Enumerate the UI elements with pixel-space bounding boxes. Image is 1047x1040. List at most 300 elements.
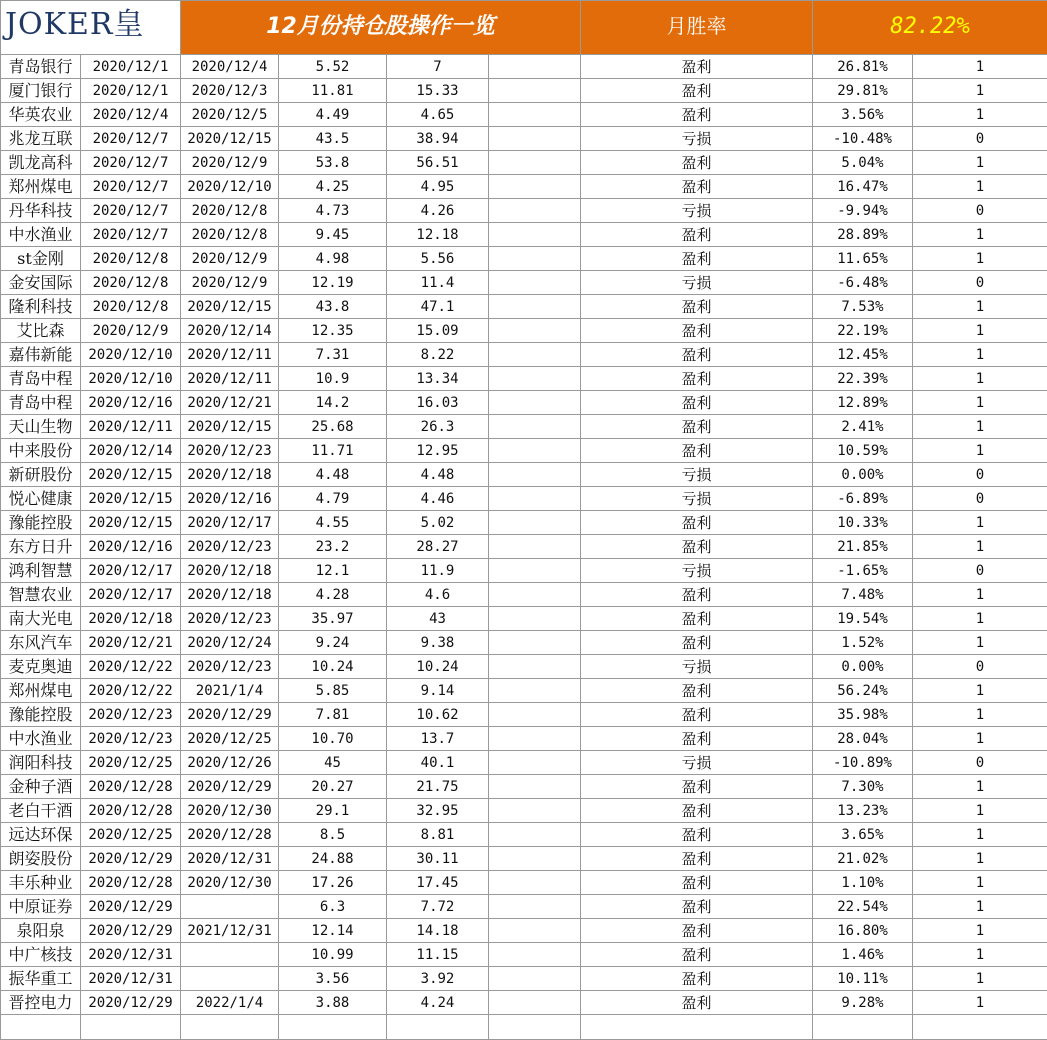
win-flag-cell[interactable]: 1 xyxy=(913,943,1047,967)
buy-date-cell[interactable]: 2020/12/1 xyxy=(81,55,181,79)
win-flag-cell[interactable]: 1 xyxy=(913,871,1047,895)
empty-cell[interactable] xyxy=(581,1015,813,1040)
stock-name-cell[interactable]: 隆利科技 xyxy=(1,295,81,319)
sell-price-cell[interactable]: 56.51 xyxy=(387,151,489,175)
buy-date-cell[interactable]: 2020/12/25 xyxy=(81,823,181,847)
return-pct-cell[interactable]: 16.47% xyxy=(813,175,913,199)
result-cell[interactable]: 盈利 xyxy=(581,55,813,79)
result-cell[interactable]: 亏损 xyxy=(581,751,813,775)
empty-cell[interactable] xyxy=(1,1015,81,1040)
note-cell[interactable] xyxy=(489,199,581,223)
return-pct-cell[interactable]: 9.28% xyxy=(813,991,913,1015)
sell-date-cell[interactable]: 2020/12/9 xyxy=(181,151,279,175)
buy-price-cell[interactable]: 17.26 xyxy=(279,871,387,895)
buy-price-cell[interactable]: 43.5 xyxy=(279,127,387,151)
win-flag-cell[interactable]: 1 xyxy=(913,799,1047,823)
buy-price-cell[interactable]: 5.52 xyxy=(279,55,387,79)
sell-date-cell[interactable] xyxy=(181,943,279,967)
note-cell[interactable] xyxy=(489,487,581,511)
buy-date-cell[interactable]: 2020/12/23 xyxy=(81,703,181,727)
result-cell[interactable]: 盈利 xyxy=(581,343,813,367)
note-cell[interactable] xyxy=(489,343,581,367)
result-cell[interactable]: 盈利 xyxy=(581,679,813,703)
return-pct-cell[interactable]: 56.24% xyxy=(813,679,913,703)
note-cell[interactable] xyxy=(489,319,581,343)
win-flag-cell[interactable]: 0 xyxy=(913,559,1047,583)
result-cell[interactable]: 盈利 xyxy=(581,415,813,439)
return-pct-cell[interactable]: 10.59% xyxy=(813,439,913,463)
sell-date-cell[interactable]: 2021/12/31 xyxy=(181,919,279,943)
sell-date-cell[interactable]: 2020/12/11 xyxy=(181,343,279,367)
stock-name-cell[interactable]: 东方日升 xyxy=(1,535,81,559)
buy-price-cell[interactable]: 29.1 xyxy=(279,799,387,823)
buy-price-cell[interactable]: 12.1 xyxy=(279,559,387,583)
sell-date-cell[interactable]: 2020/12/28 xyxy=(181,823,279,847)
note-cell[interactable] xyxy=(489,919,581,943)
buy-date-cell[interactable]: 2020/12/22 xyxy=(81,679,181,703)
return-pct-cell[interactable]: 22.39% xyxy=(813,367,913,391)
return-pct-cell[interactable]: 22.54% xyxy=(813,895,913,919)
buy-date-cell[interactable]: 2020/12/28 xyxy=(81,799,181,823)
buy-date-cell[interactable]: 2020/12/29 xyxy=(81,919,181,943)
buy-price-cell[interactable]: 10.70 xyxy=(279,727,387,751)
stock-name-cell[interactable]: 远达环保 xyxy=(1,823,81,847)
note-cell[interactable] xyxy=(489,463,581,487)
result-cell[interactable]: 盈利 xyxy=(581,871,813,895)
win-flag-cell[interactable]: 0 xyxy=(913,463,1047,487)
stock-name-cell[interactable]: 鸿利智慧 xyxy=(1,559,81,583)
stock-name-cell[interactable]: 中水渔业 xyxy=(1,223,81,247)
buy-price-cell[interactable]: 10.24 xyxy=(279,655,387,679)
result-cell[interactable]: 盈利 xyxy=(581,943,813,967)
note-cell[interactable] xyxy=(489,439,581,463)
sell-date-cell[interactable]: 2020/12/10 xyxy=(181,175,279,199)
sell-price-cell[interactable]: 11.4 xyxy=(387,271,489,295)
buy-price-cell[interactable]: 8.5 xyxy=(279,823,387,847)
buy-date-cell[interactable]: 2020/12/1 xyxy=(81,79,181,103)
buy-date-cell[interactable]: 2020/12/8 xyxy=(81,247,181,271)
win-flag-cell[interactable]: 1 xyxy=(913,847,1047,871)
stock-name-cell[interactable]: 凯龙高科 xyxy=(1,151,81,175)
sell-date-cell[interactable]: 2020/12/9 xyxy=(181,271,279,295)
sell-date-cell[interactable]: 2020/12/23 xyxy=(181,607,279,631)
note-cell[interactable] xyxy=(489,847,581,871)
buy-date-cell[interactable]: 2020/12/10 xyxy=(81,367,181,391)
win-flag-cell[interactable]: 1 xyxy=(913,439,1047,463)
sell-date-cell[interactable]: 2020/12/8 xyxy=(181,199,279,223)
win-flag-cell[interactable]: 1 xyxy=(913,247,1047,271)
result-cell[interactable]: 亏损 xyxy=(581,127,813,151)
sell-price-cell[interactable]: 5.02 xyxy=(387,511,489,535)
buy-price-cell[interactable]: 14.2 xyxy=(279,391,387,415)
note-cell[interactable] xyxy=(489,535,581,559)
sell-price-cell[interactable]: 8.22 xyxy=(387,343,489,367)
buy-date-cell[interactable]: 2020/12/29 xyxy=(81,895,181,919)
note-cell[interactable] xyxy=(489,55,581,79)
win-flag-cell[interactable]: 1 xyxy=(913,415,1047,439)
empty-cell[interactable] xyxy=(181,1015,279,1040)
return-pct-cell[interactable]: 3.65% xyxy=(813,823,913,847)
sell-date-cell[interactable]: 2020/12/30 xyxy=(181,871,279,895)
stock-name-cell[interactable]: 麦克奥迪 xyxy=(1,655,81,679)
buy-price-cell[interactable]: 4.98 xyxy=(279,247,387,271)
sell-date-cell[interactable]: 2020/12/29 xyxy=(181,703,279,727)
return-pct-cell[interactable]: 5.04% xyxy=(813,151,913,175)
buy-price-cell[interactable]: 3.88 xyxy=(279,991,387,1015)
return-pct-cell[interactable]: 28.89% xyxy=(813,223,913,247)
buy-date-cell[interactable]: 2020/12/17 xyxy=(81,559,181,583)
note-cell[interactable] xyxy=(489,895,581,919)
sell-price-cell[interactable]: 17.45 xyxy=(387,871,489,895)
result-cell[interactable]: 亏损 xyxy=(581,487,813,511)
buy-date-cell[interactable]: 2020/12/11 xyxy=(81,415,181,439)
stock-name-cell[interactable]: 嘉伟新能 xyxy=(1,343,81,367)
sell-price-cell[interactable]: 15.09 xyxy=(387,319,489,343)
win-flag-cell[interactable]: 0 xyxy=(913,127,1047,151)
sell-price-cell[interactable]: 7.72 xyxy=(387,895,489,919)
stock-name-cell[interactable]: 兆龙互联 xyxy=(1,127,81,151)
win-flag-cell[interactable]: 0 xyxy=(913,487,1047,511)
return-pct-cell[interactable]: 0.00% xyxy=(813,655,913,679)
buy-date-cell[interactable]: 2020/12/17 xyxy=(81,583,181,607)
stock-name-cell[interactable]: 泉阳泉 xyxy=(1,919,81,943)
buy-date-cell[interactable]: 2020/12/15 xyxy=(81,487,181,511)
note-cell[interactable] xyxy=(489,823,581,847)
sell-date-cell[interactable]: 2020/12/25 xyxy=(181,727,279,751)
sell-date-cell[interactable]: 2020/12/9 xyxy=(181,247,279,271)
win-flag-cell[interactable]: 1 xyxy=(913,967,1047,991)
note-cell[interactable] xyxy=(489,151,581,175)
return-pct-cell[interactable]: 7.48% xyxy=(813,583,913,607)
note-cell[interactable] xyxy=(489,103,581,127)
win-flag-cell[interactable]: 1 xyxy=(913,823,1047,847)
stock-name-cell[interactable]: 豫能控股 xyxy=(1,703,81,727)
result-cell[interactable]: 盈利 xyxy=(581,703,813,727)
note-cell[interactable] xyxy=(489,679,581,703)
stock-name-cell[interactable]: 悦心健康 xyxy=(1,487,81,511)
stock-name-cell[interactable]: 青岛中程 xyxy=(1,391,81,415)
note-cell[interactable] xyxy=(489,727,581,751)
note-cell[interactable] xyxy=(489,991,581,1015)
result-cell[interactable]: 亏损 xyxy=(581,655,813,679)
sell-price-cell[interactable]: 4.65 xyxy=(387,103,489,127)
return-pct-cell[interactable]: 12.45% xyxy=(813,343,913,367)
buy-price-cell[interactable]: 45 xyxy=(279,751,387,775)
return-pct-cell[interactable]: 19.54% xyxy=(813,607,913,631)
sell-price-cell[interactable]: 12.18 xyxy=(387,223,489,247)
result-cell[interactable]: 盈利 xyxy=(581,583,813,607)
sell-price-cell[interactable]: 16.03 xyxy=(387,391,489,415)
sell-price-cell[interactable]: 15.33 xyxy=(387,79,489,103)
return-pct-cell[interactable]: -9.94% xyxy=(813,199,913,223)
buy-date-cell[interactable]: 2020/12/7 xyxy=(81,223,181,247)
return-pct-cell[interactable]: 28.04% xyxy=(813,727,913,751)
result-cell[interactable]: 盈利 xyxy=(581,967,813,991)
result-cell[interactable]: 盈利 xyxy=(581,631,813,655)
sell-price-cell[interactable]: 5.56 xyxy=(387,247,489,271)
sell-price-cell[interactable]: 9.38 xyxy=(387,631,489,655)
sell-date-cell[interactable]: 2020/12/31 xyxy=(181,847,279,871)
stock-name-cell[interactable]: 天山生物 xyxy=(1,415,81,439)
note-cell[interactable] xyxy=(489,751,581,775)
sell-price-cell[interactable]: 43 xyxy=(387,607,489,631)
buy-price-cell[interactable]: 4.48 xyxy=(279,463,387,487)
note-cell[interactable] xyxy=(489,607,581,631)
buy-price-cell[interactable]: 20.27 xyxy=(279,775,387,799)
win-flag-cell[interactable]: 1 xyxy=(913,631,1047,655)
sell-price-cell[interactable]: 10.62 xyxy=(387,703,489,727)
stock-name-cell[interactable]: 金安国际 xyxy=(1,271,81,295)
note-cell[interactable] xyxy=(489,127,581,151)
buy-price-cell[interactable]: 12.35 xyxy=(279,319,387,343)
stock-name-cell[interactable]: 华英农业 xyxy=(1,103,81,127)
note-cell[interactable] xyxy=(489,775,581,799)
stock-name-cell[interactable]: st金刚 xyxy=(1,247,81,271)
win-flag-cell[interactable]: 1 xyxy=(913,319,1047,343)
buy-price-cell[interactable]: 10.9 xyxy=(279,367,387,391)
result-cell[interactable]: 盈利 xyxy=(581,439,813,463)
stock-name-cell[interactable]: 郑州煤电 xyxy=(1,175,81,199)
result-cell[interactable]: 盈利 xyxy=(581,511,813,535)
stock-name-cell[interactable]: 中原证券 xyxy=(1,895,81,919)
buy-price-cell[interactable]: 10.99 xyxy=(279,943,387,967)
sell-date-cell[interactable]: 2020/12/15 xyxy=(181,127,279,151)
buy-date-cell[interactable]: 2020/12/16 xyxy=(81,535,181,559)
result-cell[interactable]: 盈利 xyxy=(581,175,813,199)
result-cell[interactable]: 盈利 xyxy=(581,103,813,127)
sell-date-cell[interactable]: 2020/12/29 xyxy=(181,775,279,799)
result-cell[interactable]: 盈利 xyxy=(581,919,813,943)
sell-price-cell[interactable]: 8.81 xyxy=(387,823,489,847)
buy-price-cell[interactable]: 11.81 xyxy=(279,79,387,103)
sell-price-cell[interactable]: 9.14 xyxy=(387,679,489,703)
empty-cell[interactable] xyxy=(81,1015,181,1040)
empty-cell[interactable] xyxy=(813,1015,913,1040)
buy-price-cell[interactable]: 25.68 xyxy=(279,415,387,439)
win-flag-cell[interactable]: 0 xyxy=(913,271,1047,295)
sell-price-cell[interactable]: 14.18 xyxy=(387,919,489,943)
buy-date-cell[interactable]: 2020/12/29 xyxy=(81,991,181,1015)
return-pct-cell[interactable]: 16.80% xyxy=(813,919,913,943)
buy-date-cell[interactable]: 2020/12/22 xyxy=(81,655,181,679)
buy-date-cell[interactable]: 2020/12/7 xyxy=(81,175,181,199)
sell-date-cell[interactable]: 2020/12/4 xyxy=(181,55,279,79)
result-cell[interactable]: 盈利 xyxy=(581,367,813,391)
stock-name-cell[interactable]: 晋控电力 xyxy=(1,991,81,1015)
stock-name-cell[interactable]: 艾比森 xyxy=(1,319,81,343)
sell-price-cell[interactable]: 32.95 xyxy=(387,799,489,823)
sell-date-cell[interactable]: 2020/12/21 xyxy=(181,391,279,415)
buy-date-cell[interactable]: 2020/12/28 xyxy=(81,775,181,799)
buy-date-cell[interactable]: 2020/12/21 xyxy=(81,631,181,655)
note-cell[interactable] xyxy=(489,391,581,415)
sell-price-cell[interactable]: 21.75 xyxy=(387,775,489,799)
win-flag-cell[interactable]: 1 xyxy=(913,535,1047,559)
sell-date-cell[interactable]: 2020/12/23 xyxy=(181,439,279,463)
buy-date-cell[interactable]: 2020/12/15 xyxy=(81,511,181,535)
win-flag-cell[interactable]: 1 xyxy=(913,511,1047,535)
return-pct-cell[interactable]: 7.53% xyxy=(813,295,913,319)
note-cell[interactable] xyxy=(489,367,581,391)
sell-date-cell[interactable]: 2020/12/14 xyxy=(181,319,279,343)
note-cell[interactable] xyxy=(489,799,581,823)
sell-price-cell[interactable]: 40.1 xyxy=(387,751,489,775)
win-flag-cell[interactable]: 1 xyxy=(913,55,1047,79)
note-cell[interactable] xyxy=(489,967,581,991)
sell-date-cell[interactable]: 2020/12/23 xyxy=(181,655,279,679)
buy-price-cell[interactable]: 9.24 xyxy=(279,631,387,655)
empty-cell[interactable] xyxy=(387,1015,489,1040)
sell-price-cell[interactable]: 12.95 xyxy=(387,439,489,463)
win-flag-cell[interactable]: 0 xyxy=(913,751,1047,775)
sell-price-cell[interactable]: 26.3 xyxy=(387,415,489,439)
note-cell[interactable] xyxy=(489,943,581,967)
win-flag-cell[interactable]: 1 xyxy=(913,175,1047,199)
sell-date-cell[interactable]: 2022/1/4 xyxy=(181,991,279,1015)
result-cell[interactable]: 亏损 xyxy=(581,559,813,583)
win-flag-cell[interactable]: 1 xyxy=(913,919,1047,943)
return-pct-cell[interactable]: 1.52% xyxy=(813,631,913,655)
result-cell[interactable]: 盈利 xyxy=(581,607,813,631)
stock-name-cell[interactable]: 老白干酒 xyxy=(1,799,81,823)
stock-name-cell[interactable]: 南大光电 xyxy=(1,607,81,631)
stock-name-cell[interactable]: 丰乐种业 xyxy=(1,871,81,895)
stock-name-cell[interactable]: 青岛中程 xyxy=(1,367,81,391)
return-pct-cell[interactable]: 2.41% xyxy=(813,415,913,439)
result-cell[interactable]: 盈利 xyxy=(581,535,813,559)
win-flag-cell[interactable]: 1 xyxy=(913,223,1047,247)
buy-price-cell[interactable]: 4.55 xyxy=(279,511,387,535)
return-pct-cell[interactable]: -10.89% xyxy=(813,751,913,775)
win-flag-cell[interactable]: 1 xyxy=(913,103,1047,127)
buy-date-cell[interactable]: 2020/12/7 xyxy=(81,151,181,175)
return-pct-cell[interactable]: 21.85% xyxy=(813,535,913,559)
return-pct-cell[interactable]: 10.33% xyxy=(813,511,913,535)
result-cell[interactable]: 盈利 xyxy=(581,319,813,343)
note-cell[interactable] xyxy=(489,583,581,607)
sell-date-cell[interactable]: 2020/12/18 xyxy=(181,463,279,487)
return-pct-cell[interactable]: -1.65% xyxy=(813,559,913,583)
sell-price-cell[interactable]: 11.15 xyxy=(387,943,489,967)
buy-price-cell[interactable]: 12.19 xyxy=(279,271,387,295)
return-pct-cell[interactable]: 13.23% xyxy=(813,799,913,823)
result-cell[interactable]: 盈利 xyxy=(581,823,813,847)
win-flag-cell[interactable]: 1 xyxy=(913,367,1047,391)
stock-name-cell[interactable]: 中来股份 xyxy=(1,439,81,463)
empty-cell[interactable] xyxy=(279,1015,387,1040)
sell-date-cell[interactable]: 2020/12/11 xyxy=(181,367,279,391)
stock-name-cell[interactable]: 中广核技 xyxy=(1,943,81,967)
result-cell[interactable]: 盈利 xyxy=(581,727,813,751)
buy-date-cell[interactable]: 2020/12/10 xyxy=(81,343,181,367)
sell-date-cell[interactable]: 2020/12/24 xyxy=(181,631,279,655)
buy-date-cell[interactable]: 2020/12/18 xyxy=(81,607,181,631)
sell-price-cell[interactable]: 4.48 xyxy=(387,463,489,487)
note-cell[interactable] xyxy=(489,175,581,199)
sell-price-cell[interactable]: 4.46 xyxy=(387,487,489,511)
buy-date-cell[interactable]: 2020/12/31 xyxy=(81,967,181,991)
win-flag-cell[interactable]: 1 xyxy=(913,151,1047,175)
result-cell[interactable]: 盈利 xyxy=(581,895,813,919)
sell-date-cell[interactable] xyxy=(181,967,279,991)
return-pct-cell[interactable]: 29.81% xyxy=(813,79,913,103)
buy-price-cell[interactable]: 23.2 xyxy=(279,535,387,559)
buy-date-cell[interactable]: 2020/12/23 xyxy=(81,727,181,751)
win-flag-cell[interactable]: 1 xyxy=(913,895,1047,919)
note-cell[interactable] xyxy=(489,511,581,535)
sell-price-cell[interactable]: 10.24 xyxy=(387,655,489,679)
return-pct-cell[interactable]: 12.89% xyxy=(813,391,913,415)
sell-price-cell[interactable]: 47.1 xyxy=(387,295,489,319)
buy-price-cell[interactable]: 4.79 xyxy=(279,487,387,511)
win-flag-cell[interactable]: 1 xyxy=(913,991,1047,1015)
result-cell[interactable]: 盈利 xyxy=(581,151,813,175)
win-flag-cell[interactable]: 1 xyxy=(913,295,1047,319)
stock-name-cell[interactable]: 新研股份 xyxy=(1,463,81,487)
buy-date-cell[interactable]: 2020/12/29 xyxy=(81,847,181,871)
return-pct-cell[interactable]: 35.98% xyxy=(813,703,913,727)
stock-name-cell[interactable]: 润阳科技 xyxy=(1,751,81,775)
sell-date-cell[interactable]: 2020/12/16 xyxy=(181,487,279,511)
note-cell[interactable] xyxy=(489,703,581,727)
result-cell[interactable]: 亏损 xyxy=(581,199,813,223)
note-cell[interactable] xyxy=(489,295,581,319)
note-cell[interactable] xyxy=(489,247,581,271)
buy-price-cell[interactable]: 12.14 xyxy=(279,919,387,943)
note-cell[interactable] xyxy=(489,79,581,103)
win-flag-cell[interactable]: 1 xyxy=(913,703,1047,727)
buy-date-cell[interactable]: 2020/12/14 xyxy=(81,439,181,463)
sell-date-cell[interactable]: 2020/12/23 xyxy=(181,535,279,559)
note-cell[interactable] xyxy=(489,871,581,895)
sell-date-cell[interactable]: 2020/12/3 xyxy=(181,79,279,103)
buy-date-cell[interactable]: 2020/12/31 xyxy=(81,943,181,967)
sell-date-cell[interactable]: 2021/1/4 xyxy=(181,679,279,703)
buy-date-cell[interactable]: 2020/12/15 xyxy=(81,463,181,487)
stock-name-cell[interactable]: 中水渔业 xyxy=(1,727,81,751)
win-flag-cell[interactable]: 1 xyxy=(913,583,1047,607)
win-flag-cell[interactable]: 1 xyxy=(913,79,1047,103)
sell-price-cell[interactable]: 3.92 xyxy=(387,967,489,991)
return-pct-cell[interactable]: -6.48% xyxy=(813,271,913,295)
buy-date-cell[interactable]: 2020/12/8 xyxy=(81,295,181,319)
sell-price-cell[interactable]: 11.9 xyxy=(387,559,489,583)
buy-date-cell[interactable]: 2020/12/7 xyxy=(81,199,181,223)
sell-date-cell[interactable]: 2020/12/18 xyxy=(181,583,279,607)
sell-price-cell[interactable]: 28.27 xyxy=(387,535,489,559)
sell-price-cell[interactable]: 4.6 xyxy=(387,583,489,607)
result-cell[interactable]: 盈利 xyxy=(581,223,813,247)
buy-date-cell[interactable]: 2020/12/9 xyxy=(81,319,181,343)
buy-date-cell[interactable]: 2020/12/16 xyxy=(81,391,181,415)
stock-name-cell[interactable]: 厦门银行 xyxy=(1,79,81,103)
win-flag-cell[interactable]: 1 xyxy=(913,607,1047,631)
win-flag-cell[interactable]: 1 xyxy=(913,679,1047,703)
result-cell[interactable]: 亏损 xyxy=(581,271,813,295)
result-cell[interactable]: 亏损 xyxy=(581,463,813,487)
buy-price-cell[interactable]: 7.31 xyxy=(279,343,387,367)
win-flag-cell[interactable]: 0 xyxy=(913,655,1047,679)
note-cell[interactable] xyxy=(489,655,581,679)
sell-date-cell[interactable]: 2020/12/18 xyxy=(181,559,279,583)
return-pct-cell[interactable]: 21.02% xyxy=(813,847,913,871)
buy-price-cell[interactable]: 43.8 xyxy=(279,295,387,319)
buy-date-cell[interactable]: 2020/12/8 xyxy=(81,271,181,295)
win-flag-cell[interactable]: 0 xyxy=(913,199,1047,223)
buy-price-cell[interactable]: 53.8 xyxy=(279,151,387,175)
return-pct-cell[interactable]: -6.89% xyxy=(813,487,913,511)
return-pct-cell[interactable]: 26.81% xyxy=(813,55,913,79)
